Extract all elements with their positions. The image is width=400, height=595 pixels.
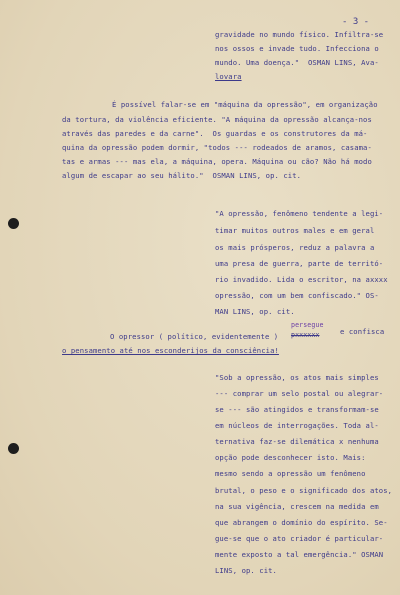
binder-hole — [8, 218, 19, 229]
text-line: tas e armas --- mas ela, a máquina, opera. Máquina ou cão? Não há modo — [62, 157, 372, 166]
text-line: em núcleos de interrogações. Toda al- — [215, 421, 379, 430]
text-line: mente exposto a tal emergência." OSMAN — [215, 550, 384, 559]
text-line: nos ossos e invade tudo. Infecciona o — [215, 44, 379, 53]
text-line: e confisca — [340, 327, 385, 336]
text-line: timar muitos outros males e em geral — [215, 226, 375, 235]
text-line: "Sob a opressão, os atos mais simples — [215, 373, 379, 382]
text-line: através das paredes e da carne". Os guardas e os construtores da má- — [62, 129, 368, 138]
binder-hole — [8, 443, 19, 454]
text-line: gravidade no mundo físico. Infiltra-se — [215, 30, 384, 39]
handwritten-insertion: persegue — [291, 321, 324, 329]
text-line: gue-se que o ato criador é particular- — [215, 534, 384, 543]
text-line: LINS, op. cit. — [215, 566, 277, 575]
text-line: ternativa faz-se dilemática x nenhuma — [215, 437, 379, 446]
text-line: que abrangem o domínio do espírito. Se- — [215, 518, 388, 527]
text-line: o pensamento até nos esconderijos da consciência! — [62, 346, 279, 355]
text-line: O opressor ( político, evidentemente ) — [110, 332, 279, 341]
text-line: opção pode desconhecer isto. Mais: — [215, 453, 366, 462]
text-line: rio invadido. Lida o escritor, na axxxx — [215, 275, 388, 284]
text-line: MAN LINS, op. cit. — [215, 307, 295, 316]
text-line: opressão, com um bem confiscado." OS- — [215, 291, 379, 300]
text-line: --- comprar um selo postal ou alegrar- — [215, 389, 384, 398]
text-line: na sua vigência, crescem na medida em — [215, 502, 379, 511]
text-line: quina da opressão podem dormir, "todos --- rodeados de aramos, casama- — [62, 143, 372, 152]
text-line: mesmo sendo a opressão um fenômeno — [215, 469, 366, 478]
struck-word: pxxxxxx — [291, 331, 320, 339]
text-line: É possível falar-se em "máquina da opressão", em organização — [112, 100, 378, 109]
text-line: se --- são atingidos e transformam-se — [215, 405, 379, 414]
text-line: "A opressão, fenômeno tendente a legi- — [215, 209, 384, 218]
text-line: da tortura, da violência eficiente. "A máquina da opressão alcança-nos — [62, 115, 372, 124]
text-line: brutal, o peso e o significado dos atos, — [215, 486, 393, 495]
text-line: algum de escapar ao seu hálito." OSMAN LINS, op. cit. — [62, 171, 302, 180]
text-line: os mais prósperos, reduz a palavra a — [215, 243, 375, 252]
text-line: lovara — [215, 72, 242, 81]
page-number: - 3 - — [342, 17, 370, 27]
text-line: mundo. Uma doença." OSMAN LINS, Ava- — [215, 58, 379, 67]
text-line: uma presa de guerra, parte de territó- — [215, 259, 384, 268]
